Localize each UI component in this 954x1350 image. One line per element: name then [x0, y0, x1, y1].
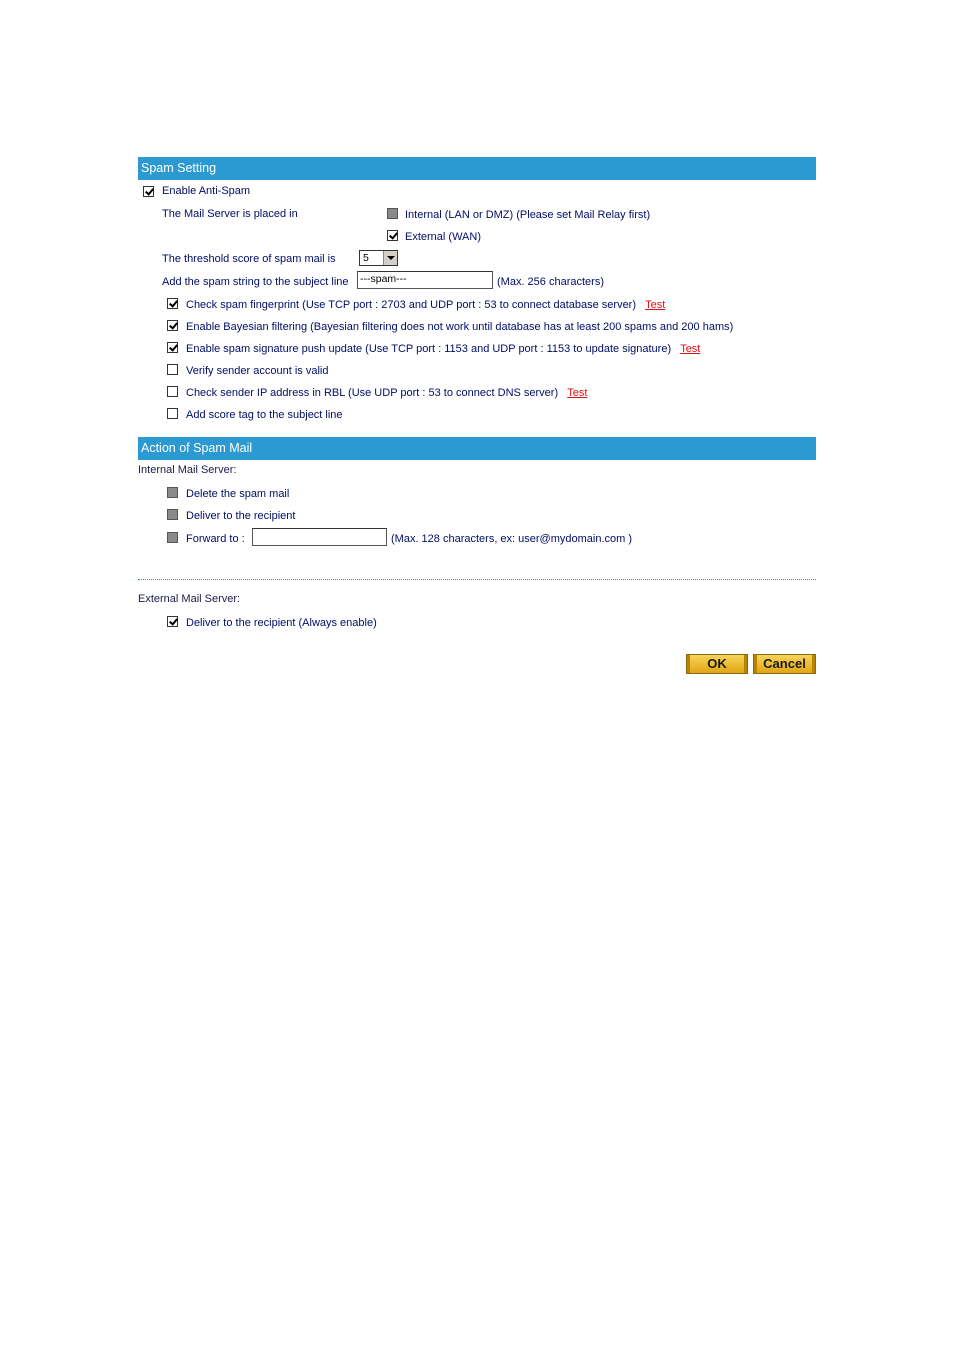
spam-string-hint: (Max. 256 characters)	[497, 276, 604, 288]
deliver-recipient-checkbox[interactable]	[167, 509, 178, 520]
section-divider	[138, 579, 816, 580]
internal-placement-checkbox[interactable]	[387, 208, 398, 219]
rbl-test-link[interactable]: Test	[567, 387, 588, 399]
verify-sender-checkbox[interactable]	[167, 364, 178, 375]
check-rbl-option	[186, 387, 587, 399]
bayesian-filtering-checkbox[interactable]	[167, 320, 178, 331]
check-fingerprint-label: Check spam fingerprint (Use TCP port : 2703 and UDP port : 53 to connect database server)	[186, 299, 637, 311]
external-deliver-label: Deliver to the recipient (Always enable)	[186, 617, 377, 629]
signature-push-option	[186, 343, 700, 355]
spam-setting-header	[138, 157, 816, 180]
signature-push-checkbox[interactable]	[167, 342, 178, 353]
external-mail-server-label: External Mail Server:	[138, 593, 241, 605]
threshold-select[interactable]	[359, 250, 398, 266]
action-spam-mail-title: Action of Spam Mail	[141, 441, 253, 455]
external-placement-checkbox[interactable]	[387, 230, 398, 241]
forward-to-label: Forward to :	[186, 533, 245, 545]
verify-sender-label: Verify sender account is valid	[186, 365, 329, 377]
external-deliver-checkbox[interactable]	[167, 616, 178, 627]
signature-push-label: Enable spam signature push update (Use TCP port : 1153 and UDP port : 1153 to update signature)	[186, 343, 672, 355]
check-rbl-checkbox[interactable]	[167, 386, 178, 397]
forward-to-checkbox[interactable]	[167, 532, 178, 543]
score-tag-checkbox[interactable]	[167, 408, 178, 419]
internal-placement-label: Internal (LAN or DMZ) (Please set Mail Relay first)	[405, 209, 651, 221]
enable-anti-spam-checkbox[interactable]	[143, 186, 154, 197]
delete-spam-checkbox[interactable]	[167, 487, 178, 498]
check-fingerprint-checkbox[interactable]	[167, 298, 178, 309]
threshold-label: The threshold score of spam mail is	[162, 253, 336, 265]
forward-to-input[interactable]	[252, 528, 387, 546]
cancel-button[interactable]: Cancel	[753, 654, 816, 674]
chevron-down-icon[interactable]	[383, 251, 397, 265]
action-spam-mail-header	[138, 437, 816, 460]
ok-button[interactable]: OK	[686, 654, 748, 674]
mail-server-placed-label: The Mail Server is placed in	[162, 208, 298, 220]
threshold-value: 5	[363, 252, 369, 264]
external-placement-label: External (WAN)	[405, 231, 481, 243]
spam-string-input[interactable]: ---spam---	[357, 271, 493, 289]
check-rbl-label: Check sender IP address in RBL (Use UDP port : 53 to connect DNS server)	[186, 387, 559, 399]
bayesian-filtering-label: Enable Bayesian filtering (Bayesian filtering does not work until database has at least 200 spams and 200 hams)	[186, 321, 734, 333]
signature-test-link[interactable]: Test	[680, 343, 701, 355]
fingerprint-test-link[interactable]: Test	[645, 299, 666, 311]
delete-spam-label: Delete the spam mail	[186, 488, 290, 500]
spam-string-label: Add the spam string to the subject line	[162, 276, 349, 288]
spam-setting-title: Spam Setting	[141, 161, 217, 175]
score-tag-label: Add score tag to the subject line	[186, 409, 343, 421]
deliver-recipient-label: Deliver to the recipient	[186, 510, 296, 522]
forward-to-hint: (Max. 128 characters, ex: user@mydomain.com )	[391, 533, 633, 545]
check-fingerprint-option	[186, 299, 665, 311]
enable-anti-spam-label: Enable Anti-Spam	[162, 185, 251, 197]
internal-mail-server-label: Internal Mail Server:	[138, 464, 237, 476]
